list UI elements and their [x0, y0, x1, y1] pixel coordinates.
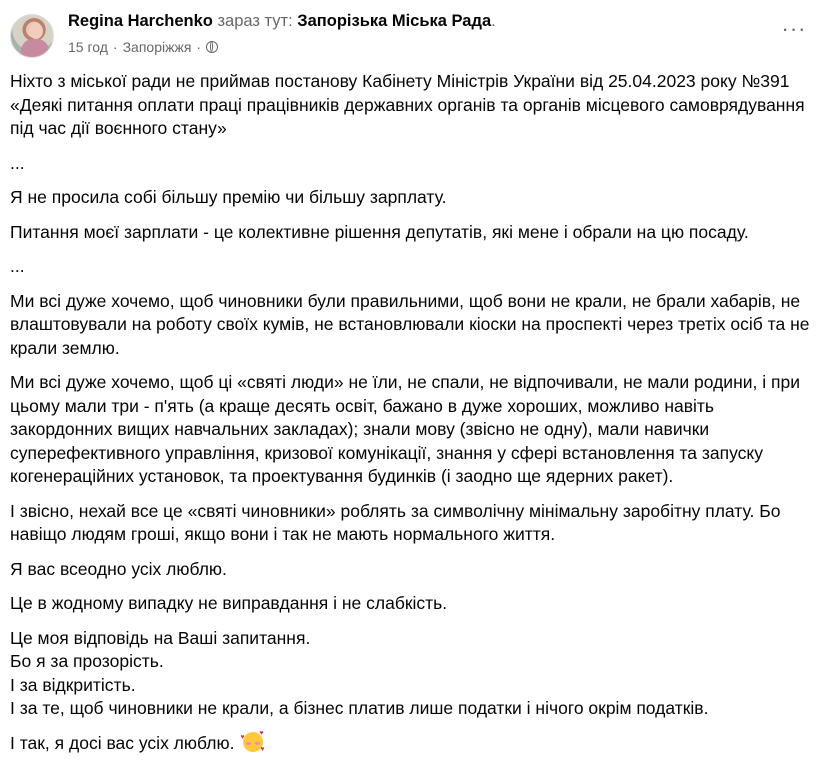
- meta-separator-2: ·: [196, 39, 202, 55]
- paragraph: Ми всі дуже хочемо, щоб чиновники були правильними, щоб вони не крали, не брали хабарів, не влаштовували на роботу своїх кумів, не встановлювали кіоски на проспекті через третіх осіб та не крали землю.: [10, 290, 810, 358]
- more-options-button[interactable]: ···: [781, 16, 807, 41]
- closing-line: Бо я за прозорість.: [10, 651, 164, 671]
- smiling-face-with-hearts-icon: [240, 729, 265, 753]
- paragraph: Я вас всеодно усіх люблю.: [10, 558, 227, 579]
- paragraph: І звісно, нехай все це «святі чиновники» роблять за символічну мінімальну заробітну плату. Бо навіщо людям гроші, якщо вони і так не мають нормального життя.: [10, 500, 781, 544]
- post-header: [10, 10, 822, 62]
- avatar-body: [21, 39, 49, 58]
- heart-icon: ♥: [240, 733, 245, 741]
- page-name-link[interactable]: Запорізька Міська Рада: [297, 12, 492, 30]
- author-name-link[interactable]: Regina Harchenko: [68, 12, 213, 30]
- final-line: І так, я досі вас усіх люблю.: [10, 732, 235, 753]
- post-body: [10, 70, 820, 766]
- paragraph: Ми всі дуже хочемо, щоб ці «святі люди» не їли, не спали, не відпочивали, не мали родини, і при цьому мали три - п'ять (а краще десять освіт, бажано в дуже хороших, можливо навіть закордонних вищих навчальних закладах); знали мову (звісно не одну), мали навички суперефективного управління, кризової комунікації, знання у сфері встановлення та запуску когенераційних установок, та проектування будинків (і заодно ще ядерних ракет).: [10, 372, 800, 486]
- closing-line: І за те, щоб чиновники не крали, а бізнес платив лише податки і нічого окрім податків.: [10, 698, 709, 718]
- post-location[interactable]: Запоріжжя: [122, 39, 192, 55]
- paragraph: ...: [10, 256, 25, 276]
- globe-icon[interactable]: [206, 41, 218, 53]
- closing-line: І за відкритість.: [10, 674, 136, 695]
- paragraph: Ніхто з міської ради не приймав постанову Кабінету Міністрів України від 25.04.2023 року №391 «Деякі питання оплати праці працівників державних органів та органів місцевого самоврядування під час дії воєнного стану»: [10, 71, 805, 138]
- paragraph: ...: [10, 152, 25, 173]
- post-timestamp[interactable]: 15 год: [68, 39, 108, 55]
- avatar-face: [29, 23, 43, 39]
- heart-icon: ♥: [259, 729, 264, 737]
- meta-separator: ·: [112, 39, 118, 55]
- final-paragraph: [10, 729, 820, 756]
- author-line: [68, 12, 496, 31]
- paragraph: Це в жодному випадку не виправдання і не слабкість.: [10, 593, 448, 613]
- paragraph: Я не просила собі більшу премію чи більшу зарплату.: [10, 187, 447, 207]
- avatar[interactable]: [10, 14, 54, 58]
- checkin-label: зараз тут:: [217, 12, 293, 30]
- closing-paragraph: [10, 627, 820, 721]
- author-line-period: .: [491, 12, 496, 30]
- paragraph: Питання моєї зарплати - це колективне рішення депутатів, які мене і обрали на цю посаду.: [10, 221, 749, 242]
- heart-icon: ♥: [260, 745, 265, 753]
- post-meta: [68, 39, 218, 55]
- closing-line: Це моя відповідь на Ваші запитання.: [10, 627, 311, 648]
